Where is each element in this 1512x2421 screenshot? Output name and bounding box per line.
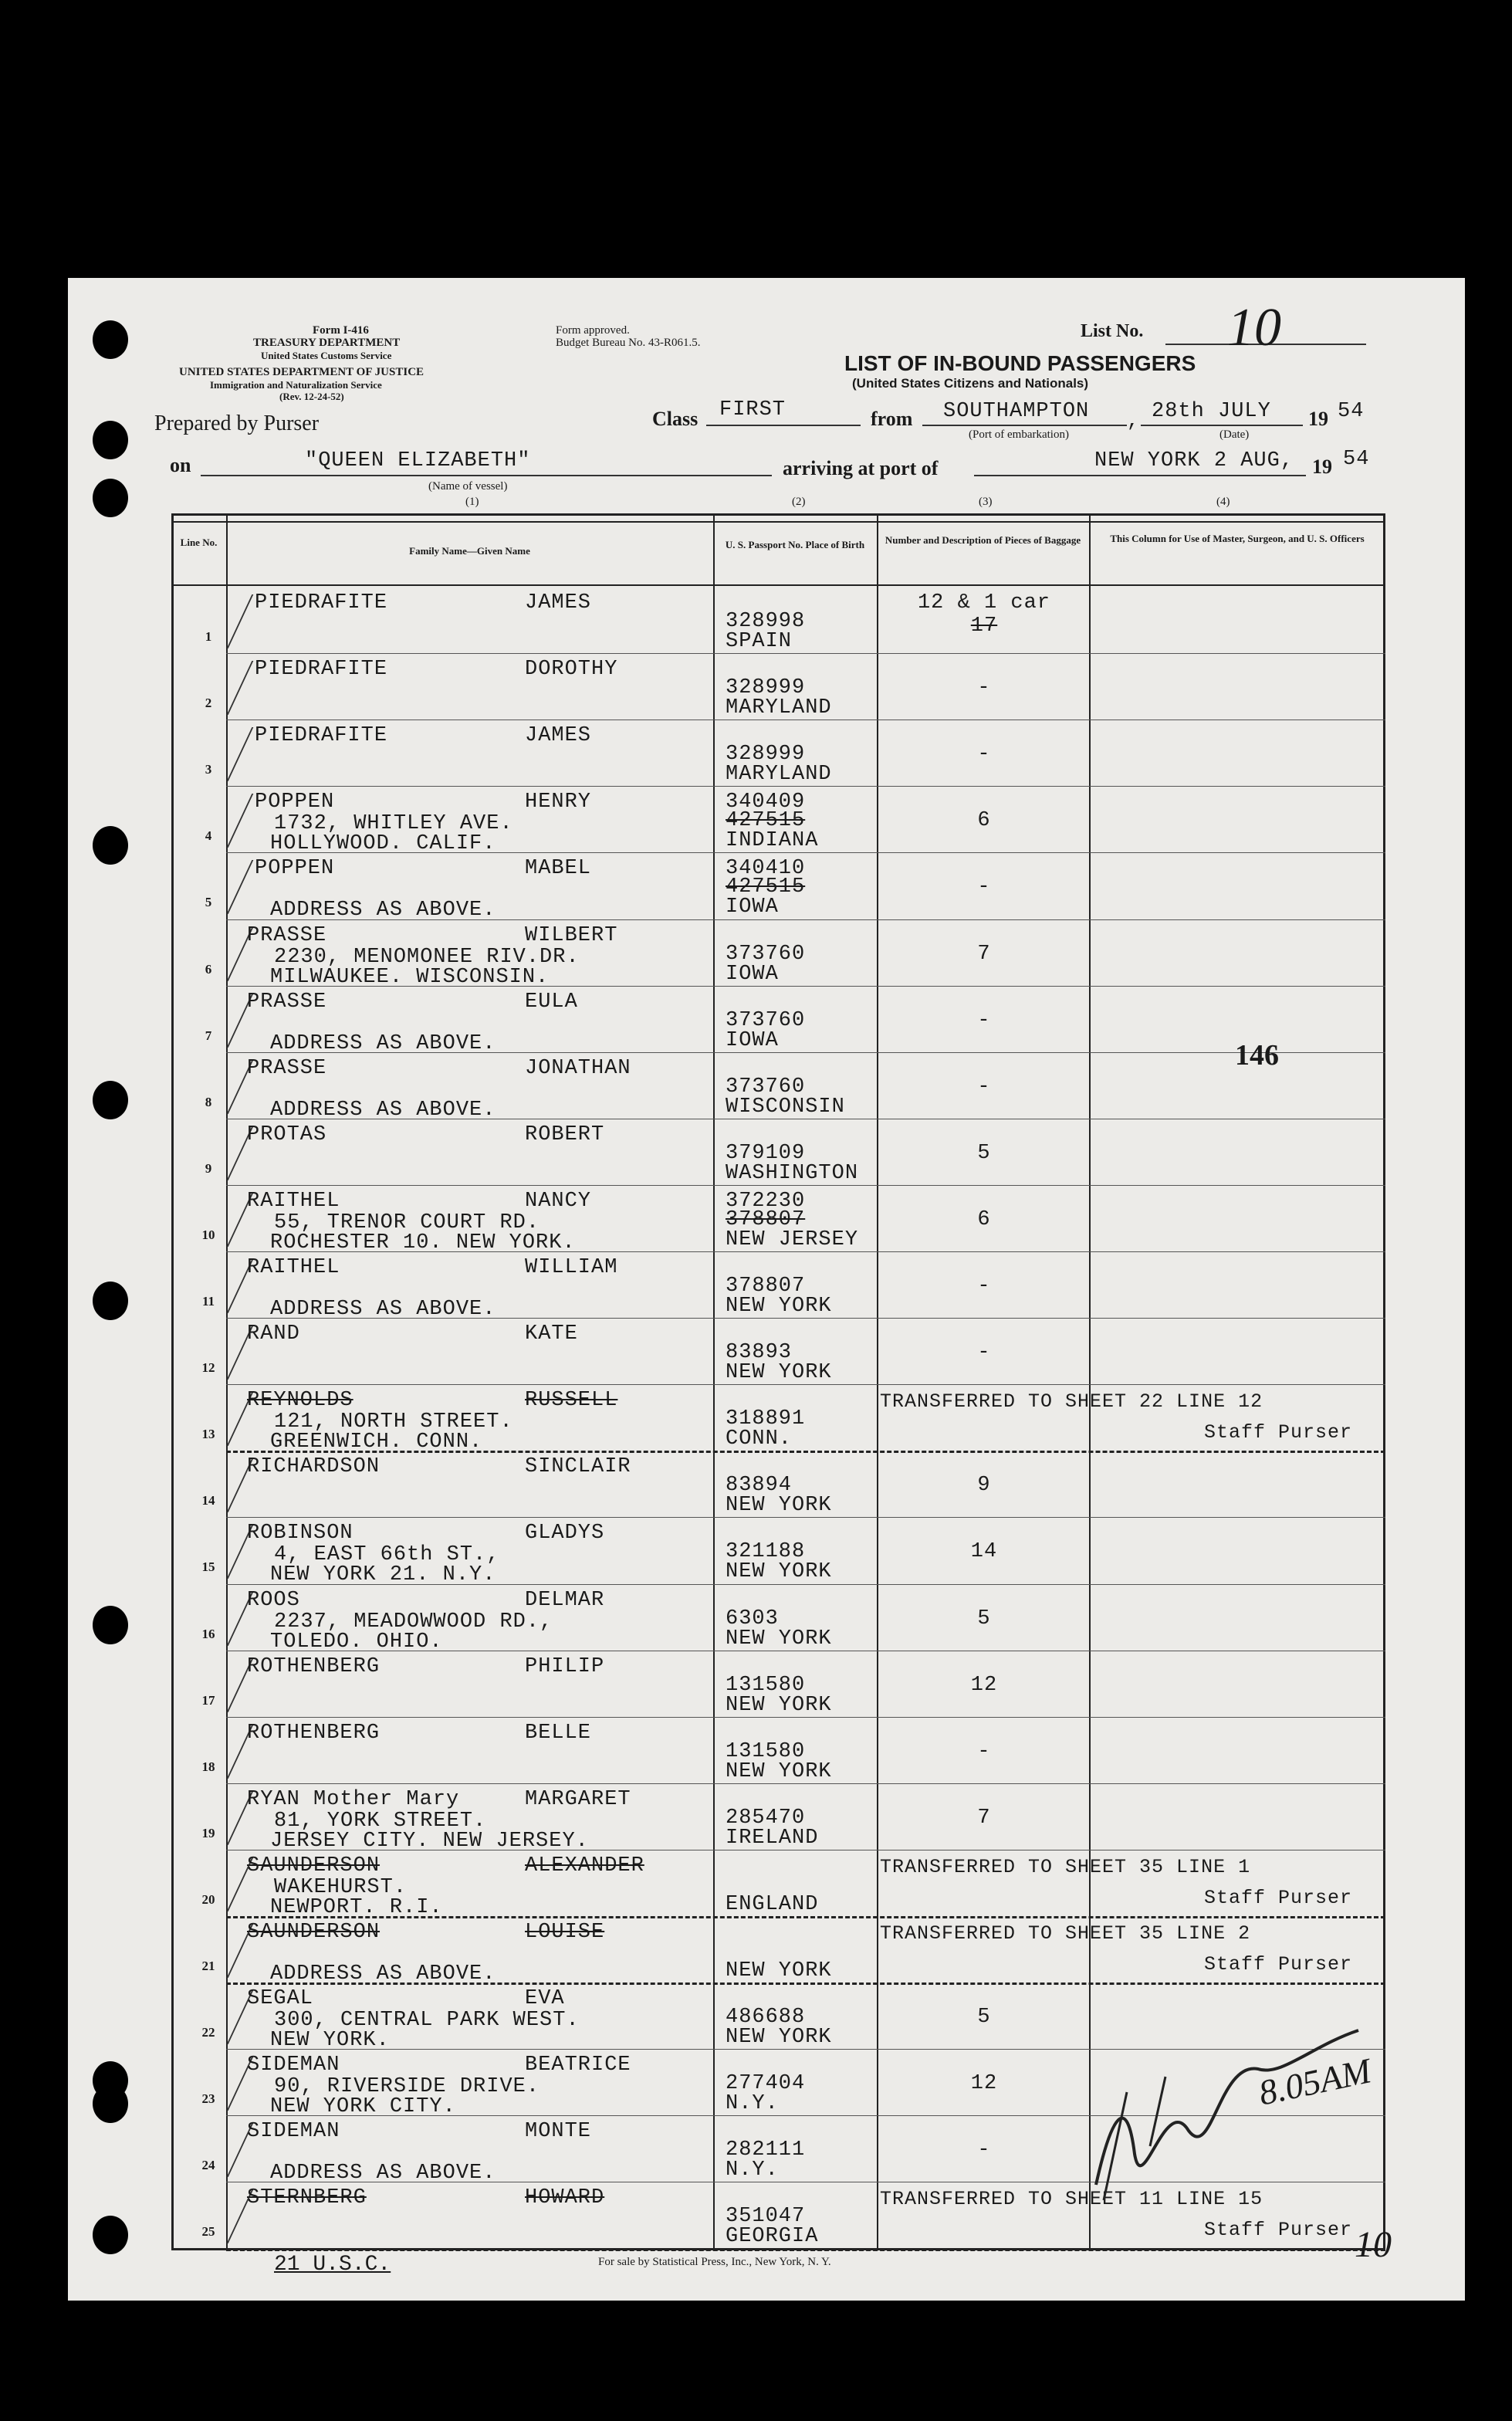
address-line-2: NEWPORT. R.I. (270, 1895, 443, 1919)
punch-hole (93, 1606, 128, 1644)
baggage-count: 14 (970, 1540, 998, 1564)
given-name: GLADYS (525, 1522, 605, 1546)
passport-number: 318891 (726, 1407, 806, 1431)
address-line-2: NEW YORK. (270, 2029, 390, 2053)
line-number: 12 (201, 1360, 215, 1376)
baggage-count: - (977, 1341, 991, 1365)
passport-number: 328998 (726, 610, 806, 633)
passport-number: 131580 (726, 1739, 806, 1763)
budget-bureau: Budget Bureau No. 43-R061.5. (556, 337, 701, 349)
address-line-2: ADDRESS AS ABOVE. (270, 1031, 496, 1055)
family-name: ROBINSON (247, 1522, 353, 1546)
line-number: 18 (201, 1759, 215, 1774)
place-of-birth: NEW YORK (726, 1295, 832, 1318)
line-number: 25 (201, 2224, 215, 2240)
baggage-count: 7 (977, 1806, 991, 1830)
baggage-count: - (977, 875, 991, 899)
arriving-label: arriving at port of (783, 457, 939, 479)
given-name: JONATHAN (525, 1056, 631, 1080)
passport-number: 373760 (726, 942, 806, 966)
baggage-count: 6 (977, 1207, 991, 1231)
family-name: RAND (247, 1322, 300, 1346)
place-of-birth: NEW YORK (726, 1494, 832, 1518)
struck-passport: 427515 (726, 809, 806, 833)
address-line-2: ADDRESS AS ABOVE. (270, 2162, 496, 2186)
place-of-birth: NEW JERSEY (726, 1227, 859, 1251)
place-of-birth: NEW YORK (726, 1560, 832, 1584)
line-number: 19 (201, 1825, 215, 1840)
header-name: Family Name—Given Name (409, 545, 530, 557)
annotation-146: 146 (1235, 1039, 1279, 1072)
address-line-1: 81, YORK STREET. (274, 1809, 487, 1833)
line-number: 10 (201, 1227, 215, 1242)
baggage-count: 6 (977, 809, 991, 833)
place-of-birth: NEW YORK (726, 1627, 832, 1651)
given-name: NANCY (525, 1189, 592, 1213)
given-name: ALEXANDER (525, 1854, 644, 1878)
staff-purser: Staff Purser (1204, 1953, 1353, 1976)
baggage-count: 5 (977, 2006, 991, 2030)
year-value: 54 (1338, 400, 1365, 423)
place-of-birth: CONN. (726, 1427, 793, 1451)
baggage-count: 12 (970, 2072, 998, 2096)
address-line-2: ADDRESS AS ABOVE. (270, 899, 496, 923)
vessel-value: "QUEEN ELIZABETH" (305, 449, 531, 472)
address-line-2: GREENWICH. CONN. (270, 1431, 483, 1454)
place-of-birth: MARYLAND (726, 696, 832, 720)
passport-number: 277404 (726, 2072, 806, 2096)
place-of-birth: NEW YORK (726, 2026, 832, 2050)
passport-number: 351047 (726, 2205, 806, 2229)
passport-number: 282111 (726, 2138, 806, 2162)
family-name: PRASSE (247, 990, 327, 1014)
family-name: ROTHENBERG (247, 1654, 381, 1678)
address-line-2: MILWAUKEE. WISCONSIN. (270, 965, 550, 989)
line-number: 5 (205, 895, 212, 910)
list-number: 10 (1227, 298, 1281, 357)
document-subtitle: (United States Citizens and Nationals) (852, 376, 1089, 391)
line-number: 6 (205, 961, 212, 977)
address-line-1: 121, NORTH STREET. (274, 1410, 513, 1434)
punch-hole (93, 320, 128, 359)
line-number: 2 (205, 696, 212, 711)
baggage-count: 12 & 1 car (917, 591, 1051, 615)
family-name: PIEDRAFITE (255, 591, 388, 615)
baggage-count: - (977, 1008, 991, 1032)
given-name: KATE (525, 1322, 578, 1346)
baggage-count: 5 (977, 1141, 991, 1165)
passport-number: 321188 (726, 1540, 806, 1564)
class-value: FIRST (719, 398, 786, 422)
address-line-2: NEW YORK CITY. (270, 2095, 456, 2119)
family-name: STERNBERG (247, 2186, 367, 2210)
on-label: on (170, 454, 191, 476)
place-of-birth: WISCONSIN (726, 1095, 845, 1119)
address-line-2: TOLEDO. OHIO. (270, 1630, 443, 1654)
line-number: 15 (201, 1559, 215, 1575)
family-name: RAITHEL (247, 1189, 340, 1213)
address-line-1: 55, TRENOR COURT RD. (274, 1210, 540, 1234)
place-of-birth: INDIANA (726, 829, 819, 853)
col-num-2: (2) (792, 496, 806, 508)
given-name: JAMES (525, 724, 592, 748)
address-line-1: 90, RIVERSIDE DRIVE. (274, 2075, 540, 2099)
form-number: Form I-416 (313, 324, 369, 337)
family-name: ROOS (247, 1588, 300, 1612)
family-name: PRASSE (247, 1056, 327, 1080)
line-number: 4 (205, 828, 212, 844)
line-number: 3 (205, 762, 212, 777)
place-of-birth: N.Y. (726, 2092, 779, 2116)
header-passport: U. S. Passport No. Place of Birth (725, 539, 865, 550)
line-number: 1 (205, 629, 212, 644)
passport-number: 6303 (726, 1607, 779, 1630)
header-baggage: Number and Description of Pieces of Baggage (885, 534, 1081, 546)
class-label: Class (652, 408, 698, 430)
header-officers: This Column for Use of Master, Surgeon, and U. S. Officers (1110, 533, 1365, 544)
given-name: MARGARET (525, 1787, 631, 1811)
passport-number: 340410 (726, 857, 806, 881)
transfer-note: TRANSFERRED TO SHEET 35 LINE 1 (880, 1855, 1251, 1878)
passport-number: 373760 (726, 1075, 806, 1099)
transfer-note: TRANSFERRED TO SHEET 35 LINE 2 (880, 1922, 1251, 1945)
row-divider (226, 2249, 1385, 2251)
address-line-1: WAKEHURST. (274, 1875, 408, 1899)
baggage-count: 9 (977, 1474, 991, 1498)
passport-number: 83893 (726, 1341, 793, 1365)
dept-justice: UNITED STATES DEPARTMENT OF JUSTICE (179, 366, 425, 378)
given-name: RUSSELL (525, 1389, 618, 1413)
passport-number: 340409 (726, 791, 806, 814)
given-name: MABEL (525, 857, 592, 881)
place-of-birth: NEW YORK (726, 1361, 832, 1385)
place-of-birth: N.Y. (726, 2159, 779, 2182)
line-number: 8 (205, 1094, 212, 1109)
staff-purser: Staff Purser (1204, 1421, 1353, 1444)
baggage-count: - (977, 1075, 991, 1099)
given-name: LOUISE (525, 1921, 605, 1944)
place-of-birth: IOWA (726, 1028, 779, 1052)
address-line-1: 2230, MENOMONEE RIV.DR. (274, 945, 580, 969)
family-name: REYNOLDS (247, 1389, 353, 1413)
given-name: BEATRICE (525, 2054, 631, 2077)
address-line-2: ROCHESTER 10. NEW YORK. (270, 1231, 576, 1255)
passport-number: 328999 (726, 743, 806, 767)
family-name: POPPEN (255, 791, 335, 814)
year-prefix: 19 (1308, 408, 1328, 430)
place-of-birth: NEW YORK (726, 1693, 832, 1717)
passport-number: 486688 (726, 2006, 806, 2030)
baggage-correction: 17 (970, 615, 998, 638)
punch-hole (93, 1081, 128, 1119)
arrival-year: 54 (1343, 448, 1370, 471)
passport-number: 373760 (726, 1008, 806, 1032)
family-name: SAUNDERSON (247, 1854, 381, 1878)
punch-hole (93, 826, 128, 865)
from-value: SOUTHAMPTON (943, 400, 1090, 423)
struck-passport: 378807 (726, 1207, 806, 1231)
punch-hole (93, 421, 128, 459)
col-num-4: (4) (1216, 496, 1230, 508)
line-number: 13 (201, 1427, 215, 1442)
dept-immigration: Immigration and Naturalization Service (210, 379, 382, 391)
address-line-2: ADDRESS AS ABOVE. (270, 1962, 496, 1986)
from-label: from (871, 408, 913, 430)
punch-hole (93, 2084, 128, 2123)
family-name: PIEDRAFITE (255, 724, 388, 748)
transfer-note: TRANSFERRED TO SHEET 22 LINE 12 (880, 1390, 1263, 1414)
place-of-birth: IRELAND (726, 1826, 819, 1850)
punch-hole (93, 2216, 128, 2254)
given-name: WILBERT (525, 923, 618, 947)
address-line-2: ADDRESS AS ABOVE. (270, 1098, 496, 1122)
place-of-birth: GEORGIA (726, 2225, 819, 2249)
place-of-birth: ENGLAND (726, 1892, 819, 1916)
corner-mark: 10 (1355, 2224, 1392, 2265)
line-number: 16 (201, 1626, 215, 1641)
punch-hole (93, 479, 128, 517)
baggage-count: - (977, 1275, 991, 1298)
line-number: 23 (201, 2091, 215, 2107)
passport-number: 378807 (726, 1275, 806, 1298)
given-name: HENRY (525, 791, 592, 814)
place-of-birth: WASHINGTON (726, 1161, 859, 1185)
given-name: JAMES (525, 591, 592, 615)
address-line-2: JERSEY CITY. NEW JERSEY. (270, 1829, 589, 1853)
baggage-count: 7 (977, 942, 991, 966)
port-embark-label: (Port of embarkation) (969, 428, 1069, 441)
line-number: 14 (201, 1493, 215, 1508)
family-name: RYAN Mother Mary (247, 1787, 460, 1811)
line-number: 22 (201, 2025, 215, 2040)
signature-stamp (1081, 1999, 1405, 2231)
address-line-2: NEW YORK 21. N.Y. (270, 1563, 496, 1587)
arrival-year-prefix: 19 (1312, 455, 1332, 478)
address-line-2: ADDRESS AS ABOVE. (270, 1298, 496, 1321)
struck-passport: 427515 (726, 875, 806, 899)
place-of-birth: IOWA (726, 896, 779, 919)
dept-treasury: TREASURY DEPARTMENT (253, 337, 401, 349)
given-name: WILLIAM (525, 1256, 618, 1279)
family-name: PIEDRAFITE (255, 658, 388, 682)
address-line-1: 2237, MEADOWWOOD RD., (274, 1610, 553, 1634)
footer-usc: 21 U.S.C. (274, 2253, 391, 2277)
family-name: SEGAL (247, 1987, 314, 2011)
family-name: PROTAS (247, 1122, 327, 1146)
family-name: RICHARDSON (247, 1455, 381, 1479)
dept-customs: United States Customs Service (261, 350, 392, 361)
passport-number: 285470 (726, 1806, 806, 1830)
given-name: ROBERT (525, 1122, 605, 1146)
staff-purser: Staff Purser (1204, 2219, 1353, 2242)
punch-hole (93, 1282, 128, 1320)
passport-number: 372230 (726, 1189, 806, 1213)
line-number: 9 (205, 1160, 212, 1176)
family-name: POPPEN (255, 857, 335, 881)
baggage-count: - (977, 743, 991, 767)
place-of-birth: IOWA (726, 962, 779, 986)
passport-number: 83894 (726, 1474, 793, 1498)
baggage-count: 5 (977, 1607, 991, 1630)
transfer-note: TRANSFERRED TO SHEET 11 LINE 15 (880, 2188, 1263, 2211)
staff-purser: Staff Purser (1204, 1886, 1353, 1909)
place-of-birth: MARYLAND (726, 763, 832, 787)
line-number: 21 (201, 1959, 215, 1973)
passport-number: 131580 (726, 1673, 806, 1697)
line-number: 11 (201, 1294, 215, 1309)
header-line-no: Line No. (180, 537, 218, 548)
given-name: BELLE (525, 1721, 592, 1745)
family-name: SIDEMAN (247, 2054, 340, 2077)
line-number: 20 (201, 1891, 215, 1907)
footer-publisher: For sale by Statistical Press, Inc., New York, N. Y. (598, 2256, 831, 2268)
stamp-time: 8.05AM (1255, 2050, 1375, 2113)
col-num-3: (3) (979, 496, 993, 508)
revision: (Rev. 12-24-52) (279, 391, 344, 402)
given-name: PHILIP (525, 1654, 605, 1678)
baggage-count: - (977, 1739, 991, 1763)
list-no-label: List No. (1081, 321, 1144, 341)
line-number: 7 (205, 1028, 212, 1043)
place-of-birth: SPAIN (726, 630, 793, 653)
family-name: SAUNDERSON (247, 1921, 381, 1944)
line-number: 24 (201, 2158, 215, 2173)
given-name: HOWARD (525, 2186, 605, 2210)
family-name: ROTHENBERG (247, 1721, 381, 1745)
given-name: EVA (525, 1987, 565, 2011)
given-name: MONTE (525, 2120, 592, 2144)
vessel-label: (Name of vessel) (428, 480, 508, 493)
given-name: SINCLAIR (525, 1455, 631, 1479)
address-line-1: 300, CENTRAL PARK WEST. (274, 2009, 580, 2033)
baggage-count: - (977, 676, 991, 700)
passport-number: 328999 (726, 676, 806, 700)
given-name: DOROTHY (525, 658, 618, 682)
family-name: PRASSE (247, 923, 327, 947)
baggage-count: 12 (970, 1673, 998, 1697)
given-name: DELMAR (525, 1588, 605, 1612)
document-title: LIST OF IN-BOUND PASSENGERS (844, 351, 1196, 375)
prepared-by: Prepared by Purser (154, 411, 320, 435)
date-value: 28th JULY (1152, 400, 1271, 423)
family-name: SIDEMAN (247, 2120, 340, 2144)
place-of-birth: NEW YORK (726, 1959, 832, 1983)
address-line-2: HOLLYWOOD. CALIF. (270, 832, 496, 856)
given-name: EULA (525, 990, 578, 1014)
passport-number: 379109 (726, 1141, 806, 1165)
line-number: 17 (201, 1692, 215, 1708)
col-num-1: (1) (465, 496, 479, 508)
date-label: (Date) (1219, 428, 1250, 441)
family-name: RAITHEL (247, 1256, 340, 1279)
form-approved: Form approved. (556, 324, 630, 337)
address-line-1: 1732, WHITLEY AVE. (274, 812, 513, 836)
arrival-value: NEW YORK 2 AUG, (1094, 449, 1294, 472)
baggage-count: - (977, 2138, 991, 2162)
address-line-1: 4, EAST 66th ST., (274, 1543, 500, 1567)
place-of-birth: NEW YORK (726, 1759, 832, 1783)
